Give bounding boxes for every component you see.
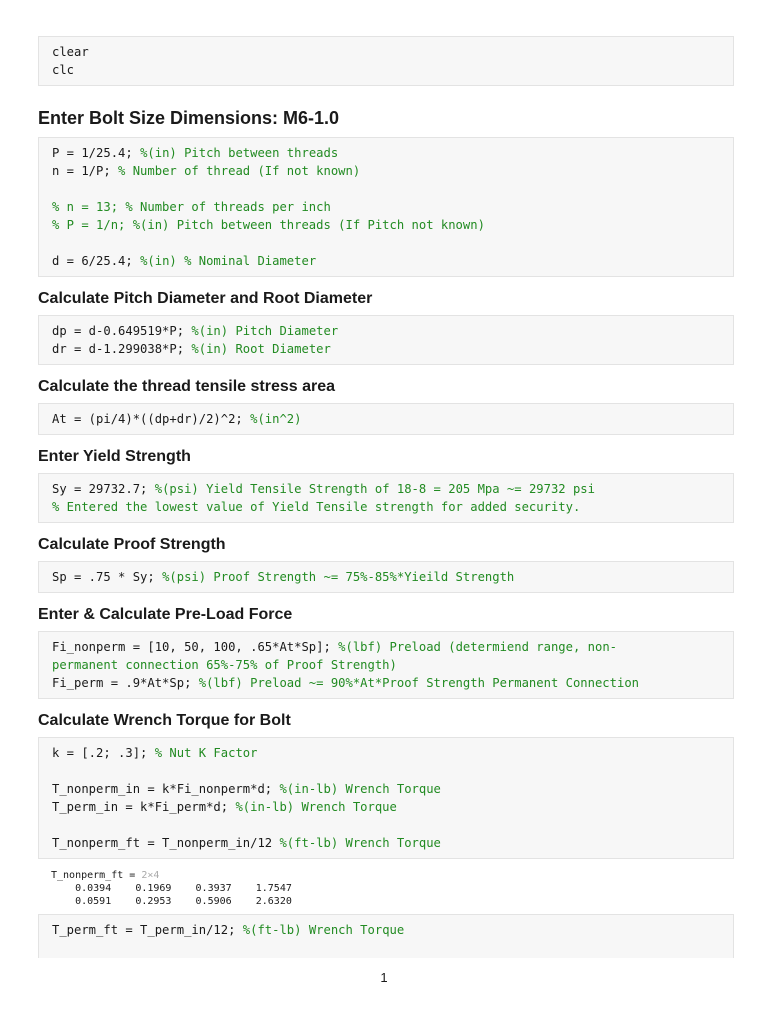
code-comment: %(in) Pitch Diameter [191, 324, 339, 338]
code-comment: %(in) Pitch between threads [140, 146, 339, 160]
code-comment: %(ft-lb) Wrench Torque [279, 836, 441, 850]
code-statement: At = (pi/4)*((dp+dr)/2)^2; [52, 412, 251, 426]
code-line [52, 744, 720, 762]
code-statement: d = 6/25.4; [52, 254, 141, 268]
output-size: 2×4 [141, 870, 160, 881]
code-line [52, 43, 720, 61]
code-line [52, 180, 720, 198]
code-line [52, 638, 720, 656]
output-equals: = [123, 870, 142, 881]
output-matrix [51, 869, 734, 908]
code-statement: P = 1/25.4; [52, 146, 141, 160]
output-cell: 1.7547 [255, 883, 292, 894]
code-comment: %(in^2) [250, 412, 302, 426]
output-cell: 0.0591 [75, 896, 112, 907]
code-block[interactable] [38, 561, 734, 593]
code-comment: permanent connection 65%-75% of Proof Strength) [52, 658, 397, 672]
code-statement: T_perm_ft = T_perm_in/12; [52, 923, 243, 937]
live-script-document [38, 36, 734, 958]
output-cell: 0.1969 [135, 883, 172, 894]
section-heading: Calculate Proof Strength [38, 536, 226, 553]
code-line [52, 340, 720, 358]
code-statement: clear [52, 45, 89, 59]
output-cell: 0.3937 [195, 883, 232, 894]
code-statement: dp = d-0.649519*P; [52, 324, 192, 338]
code-block[interactable] [38, 315, 734, 365]
page-number: 1 [380, 970, 388, 985]
code-line [52, 252, 720, 270]
code-block[interactable] [38, 737, 734, 859]
output-cell: 0.0394 [75, 883, 112, 894]
code-line [52, 780, 720, 798]
code-comment: %(psi) Yield Tensile Strength of 18-8 = 205 Mpa ~= 29732 psi [154, 482, 595, 496]
code-line [52, 921, 720, 939]
output-cell: 0.5906 [195, 896, 232, 907]
output-variable-name: T_nonperm_ft [51, 870, 124, 881]
output-cell: 2.6320 [255, 896, 292, 907]
code-line [52, 762, 720, 780]
code-block[interactable] [38, 914, 734, 958]
code-block[interactable] [38, 631, 734, 699]
code-line [52, 656, 720, 674]
section-heading: Calculate the thread tensile stress area [38, 378, 336, 395]
section-heading: Enter Bolt Size Dimensions: M6-1.0 [38, 108, 340, 128]
code-comment: %(lbf) Preload (determiend range, non- [338, 640, 617, 654]
code-comment: % Nut K Factor [154, 746, 258, 760]
code-line [52, 410, 720, 428]
code-block[interactable] [38, 137, 734, 277]
section-heading: Calculate Pitch Diameter and Root Diameter [38, 290, 373, 307]
code-block[interactable] [38, 36, 734, 86]
code-statement: clc [52, 63, 75, 77]
code-comment: %(in) % Nominal Diameter [140, 254, 317, 268]
code-statement: Fi_perm = .9*At*Sp; [52, 676, 199, 690]
code-statement: Sp = .75 * Sy; [52, 570, 163, 584]
code-comment: % n = 13; % Number of threads per inch [52, 200, 331, 214]
section-heading: Calculate Wrench Torque for Bolt [38, 712, 291, 729]
code-statement: Fi_nonperm = [10, 50, 100, .65*At*Sp]; [52, 640, 339, 654]
code-statement: Sy = 29732.7; [52, 482, 155, 496]
code-line [52, 234, 720, 252]
code-line [52, 816, 720, 834]
code-comment: %(in) Root Diameter [191, 342, 331, 356]
code-line [52, 144, 720, 162]
code-line [52, 198, 720, 216]
code-statement: dr = d-1.299038*P; [52, 342, 192, 356]
code-comment: %(in-lb) Wrench Torque [279, 782, 441, 796]
code-line [52, 216, 720, 234]
code-comment: %(lbf) Preload ~= 90%*At*Proof Strength Permanent Connection [198, 676, 639, 690]
code-line [52, 322, 720, 340]
code-block[interactable] [38, 403, 734, 435]
output-cell: 0.2953 [135, 896, 172, 907]
section-heading: Enter Yield Strength [38, 448, 191, 465]
code-line [52, 798, 720, 816]
code-comment: %(ft-lb) Wrench Torque [242, 923, 405, 937]
code-statement: T_nonperm_ft = T_nonperm_in/12 [52, 836, 280, 850]
code-line [52, 834, 720, 852]
code-line [52, 61, 720, 79]
code-statement: n = 1/P; [52, 164, 119, 178]
section-heading: Enter & Calculate Pre-Load Force [38, 606, 293, 623]
code-block[interactable] [38, 473, 734, 523]
code-comment: %(psi) Proof Strength ~= 75%-85%*Yieild Strength [162, 570, 515, 584]
code-line [52, 162, 720, 180]
code-comment: % Number of thread (If not known) [118, 164, 361, 178]
code-statement: T_nonperm_in = k*Fi_nonperm*d; [52, 782, 280, 796]
code-line [52, 498, 720, 516]
code-line [52, 674, 720, 692]
code-line [52, 480, 720, 498]
code-statement: k = [.2; .3]; [52, 746, 155, 760]
code-comment: % Entered the lowest value of Yield Tensile strength for added security. [52, 500, 581, 514]
code-comment: %(in-lb) Wrench Torque [235, 800, 397, 814]
code-line [52, 568, 720, 586]
code-statement: T_perm_in = k*Fi_perm*d; [52, 800, 236, 814]
code-comment: % P = 1/n; %(in) Pitch between threads (If Pitch not known) [52, 218, 485, 232]
